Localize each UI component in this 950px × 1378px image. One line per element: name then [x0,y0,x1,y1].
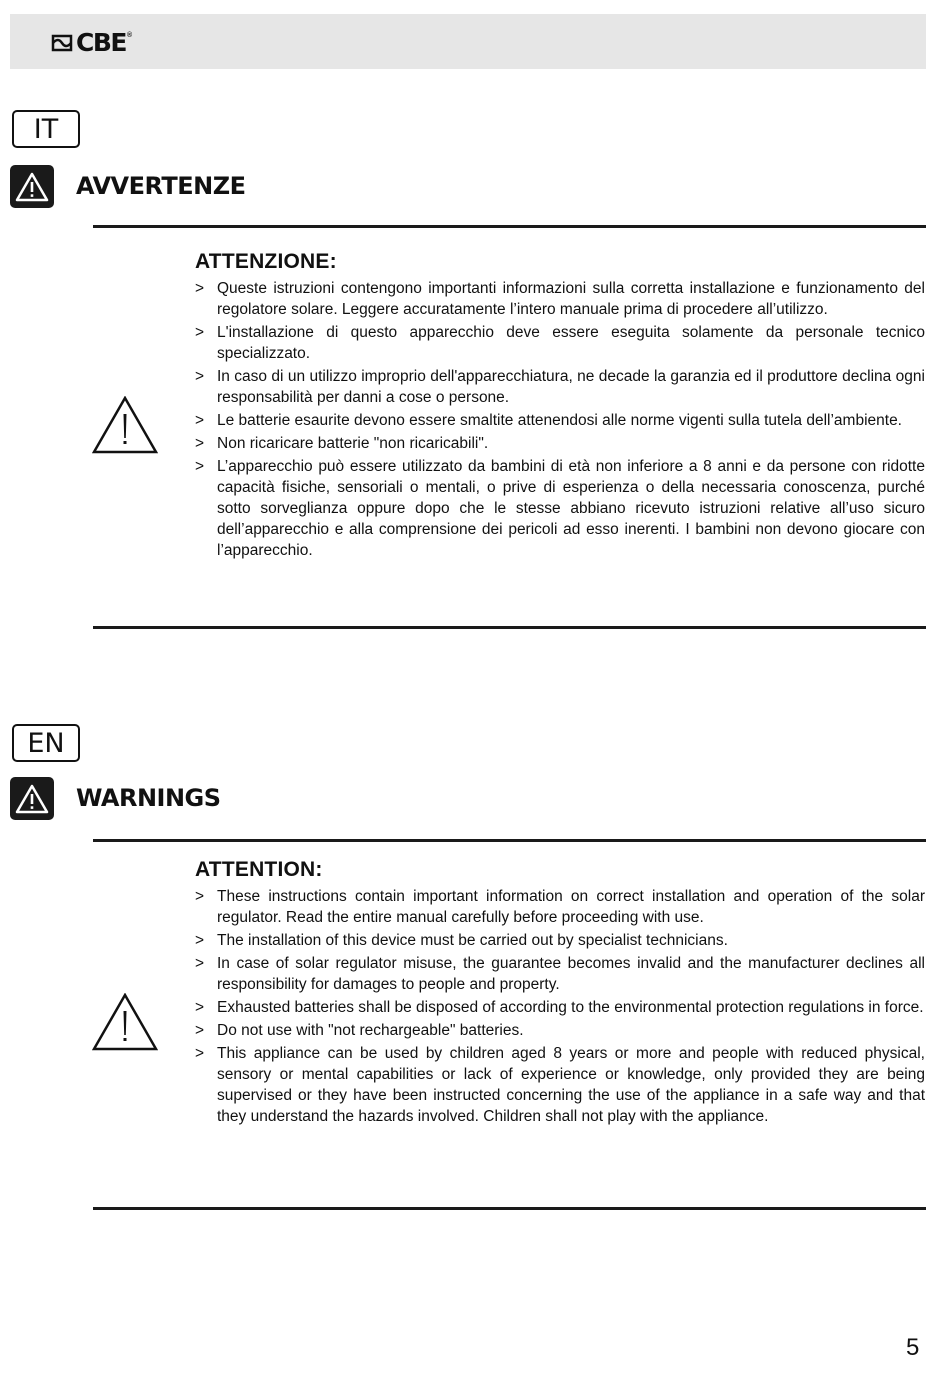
divider-bottom-it [93,626,926,629]
language-label-en: EN [12,724,80,762]
bullet-marker: > [195,368,205,385]
list-item-text: Non ricaricare batterie "non ricaricabili". [217,435,489,452]
warning-triangle-outline-icon [92,396,158,454]
bullet-marker: > [195,1045,205,1062]
bullet-marker: > [195,955,205,972]
list-item [193,410,925,431]
list-item [193,1043,925,1127]
cbe-logo [50,28,132,57]
list-item-text: Do not use with "not rechargeable" batteries. [217,1022,524,1039]
logo-text: CBE [76,28,126,57]
language-label-it: IT [12,110,80,148]
warning-badge-en [10,777,54,820]
bullet-marker: > [195,999,205,1016]
warning-badge-it [10,165,54,208]
attention-heading-it: ATTENZIONE: [195,250,337,273]
list-item [193,1020,925,1041]
list-item-text: L'installazione di questo apparecchio deve essere eseguita solamente da personale tecnico specializzato. [217,324,925,362]
bullet-marker: > [195,1022,205,1039]
list-item-text: The installation of this device must be carried out by specialist technicians. [217,932,728,949]
list-item-text: L’apparecchio può essere utilizzato da bambini di età non inferiore a 8 anni e da persone con ridotte capacità fisiche, sensoriali o mentali, o prive di esperienza o della necessaria conoscenza, purché sotto sorveglianza oppure dopo che le stesse abbiano ricevuto istruzioni relative all’uso sicuro dell’apparecchio e alla comprensione dei pericoli ad esso inerenti. I bambini non devono giocare con l’apparecchio. [217,458,925,559]
list-item-text: In case of solar regulator misuse, the guarantee becomes invalid and the manufacturer declines all responsibility for damages to people and property. [217,955,925,993]
list-item [193,456,925,561]
list-item [193,886,925,928]
bullet-marker: > [195,458,205,475]
warning-triangle-icon [15,172,49,202]
list-item [193,930,925,951]
bullet-marker: > [195,888,205,905]
bullet-marker: > [195,932,205,949]
list-item [193,278,925,320]
divider-bottom-en [93,1207,926,1210]
warning-triangle-outline-icon [92,993,158,1051]
list-item [193,997,925,1018]
list-item-text: Exhausted batteries shall be disposed of according to the environmental protection regulations in force. [217,999,924,1016]
section-title-it: AVVERTENZE [76,172,246,200]
cbe-logo-icon [50,32,74,54]
attention-heading-en: ATTENTION: [195,858,323,881]
list-item-text: These instructions contain important information on correct installation and operation of the solar regulator. Read the entire manual carefully before proceeding with use. [217,888,925,926]
list-item-text: Le batterie esaurite devono essere smaltite attenendosi alle norme vigenti sulla tutela dell’ambiente. [217,412,902,429]
list-item [193,953,925,995]
bullet-marker: > [195,412,205,429]
list-item [193,366,925,408]
bullet-marker: > [195,324,205,341]
warnings-list-en [193,886,925,1129]
list-item [193,322,925,364]
divider-top-en [93,839,926,842]
list-item-text: In caso di un utilizzo improprio dell'apparecchiatura, ne decade la garanzia ed il produttore declina ogni responsabilità per danni a cose o persone. [217,368,925,406]
bullet-marker: > [195,280,205,297]
page-number: 5 [906,1334,920,1361]
section-title-en: WARNINGS [76,784,221,812]
registered-mark: ® [126,32,133,39]
list-item-text: This appliance can be used by children aged 8 years or more and people with reduced physical, sensory or mental capabilities or lack of experience or knowledge, only provided they are being supervised or they have been instructed concerning the use of the appliance in a safe way and that they understand the hazards involved. Children shall not play with the appliance. [217,1045,925,1125]
bullet-marker: > [195,435,205,452]
divider-top-it [93,225,926,228]
list-item [193,433,925,454]
warnings-list-it [193,278,925,563]
warning-triangle-icon [15,784,49,814]
list-item-text: Queste istruzioni contengono importanti informazioni sulla corretta installazione e funzionamento del regolatore solare. Leggere accuratamente l’intero manuale prima di procedere all’utilizzo. [217,280,925,318]
header-bar [10,14,926,69]
